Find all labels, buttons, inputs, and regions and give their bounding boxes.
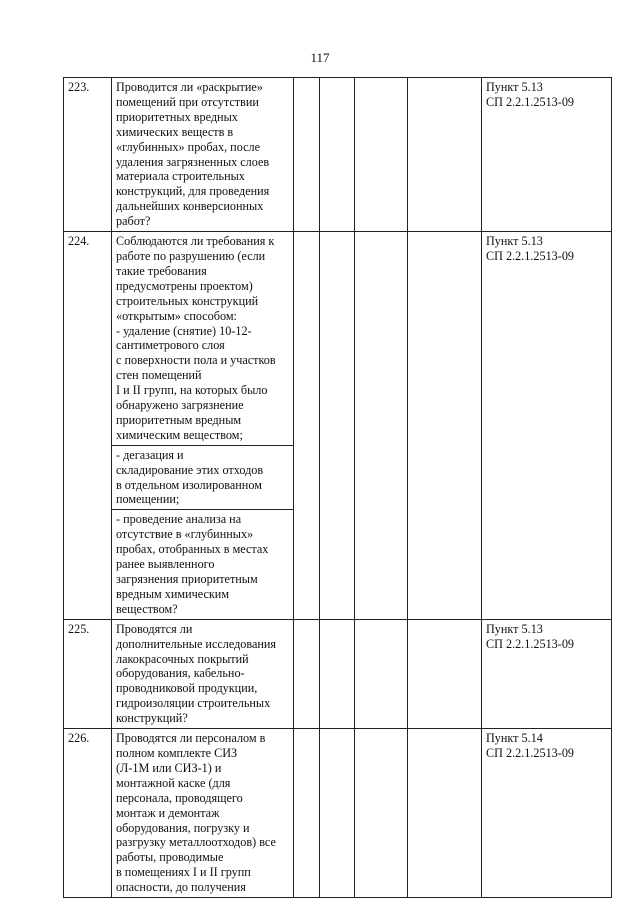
row-number: 225.	[64, 619, 112, 728]
answer-cell-na[interactable]	[355, 619, 408, 728]
answer-cell-no[interactable]	[320, 78, 355, 232]
reference-document: СП 2.2.1.2513-09	[486, 94, 575, 109]
reference-document: СП 2.2.1.2513-09	[486, 248, 575, 263]
comment-cell[interactable]	[408, 78, 482, 232]
answer-cell-no[interactable]	[320, 729, 355, 898]
row-number: 226.	[64, 729, 112, 898]
comment-cell[interactable]	[408, 619, 482, 728]
reference-cell	[482, 232, 612, 620]
reference-clause: Пункт 5.14	[486, 731, 543, 746]
table-row	[64, 619, 612, 728]
row-number: 223.	[64, 78, 112, 232]
comment-cell[interactable]	[408, 232, 482, 620]
question-text: Проводятся ли дополнительные исследования лакокрасочных покрытий оборудования, кабельно- проводниковой продукции, гидроизоляции строительных конструкций?	[112, 619, 294, 728]
reference-document: СП 2.2.1.2513-09	[486, 745, 575, 760]
reference-clause: Пункт 5.13	[486, 621, 543, 636]
reference-cell	[482, 78, 612, 232]
table-row	[64, 78, 612, 232]
question-text: - проведение анализа на отсутствие в «глубинных» пробах, отобранных в местах ранее выявленного загрязнения приоритетным вредным химическим веществом?	[112, 510, 294, 619]
page-number: 117	[310, 50, 330, 65]
question-text: - дегазация и складирование этих отходов в отдельном изолированном помещении;	[112, 445, 294, 510]
checklist-table	[63, 77, 612, 898]
answer-cell-na[interactable]	[355, 232, 408, 620]
row-number: 224.	[64, 232, 112, 620]
answer-cell-yes[interactable]	[294, 619, 320, 728]
reference-clause: Пункт 5.13	[486, 80, 543, 94]
question-text: Проводятся ли персоналом в полном комплекте СИЗ (Л-1М или СИЗ-1) и монтажной каске (для персонала, проводящего монтаж и демонтаж оборудования, погрузку и разгрузку металлоотходов) все работы, проводимые в помещениях I и II групп опасности, до получения	[112, 729, 294, 898]
answer-cell-yes[interactable]	[294, 232, 320, 620]
table-row	[64, 232, 612, 446]
reference-cell	[482, 619, 612, 728]
answer-cell-na[interactable]	[355, 729, 408, 898]
question-text: Соблюдаются ли требования к работе по разрушению (если такие требования предусмотрены проектом) строительных конструкций «открытым» способом: - удаление (снятие) 10-12- сантиметрового слоя с поверхности пола и участков стен помещений I и II групп, на которых было обнаружено загрязнение приоритетным вредным химическим веществом;	[112, 232, 294, 446]
reference-clause: Пункт 5.13	[486, 234, 543, 249]
question-text: Проводится ли «раскрытие» помещений при отсутствии приоритетных вредных химических веществ в «глубинных» пробах, после удаления загрязненных слоев материала строительных конструкций, для проведения дальнейших конверсионных работ?	[112, 78, 294, 232]
answer-cell-na[interactable]	[355, 78, 408, 232]
comment-cell[interactable]	[408, 729, 482, 898]
table-row	[64, 729, 612, 898]
answer-cell-yes[interactable]	[294, 729, 320, 898]
answer-cell-no[interactable]	[320, 619, 355, 728]
reference-cell	[482, 729, 612, 898]
reference-document: СП 2.2.1.2513-09	[486, 636, 575, 651]
answer-cell-yes[interactable]	[294, 78, 320, 232]
answer-cell-no[interactable]	[320, 232, 355, 620]
